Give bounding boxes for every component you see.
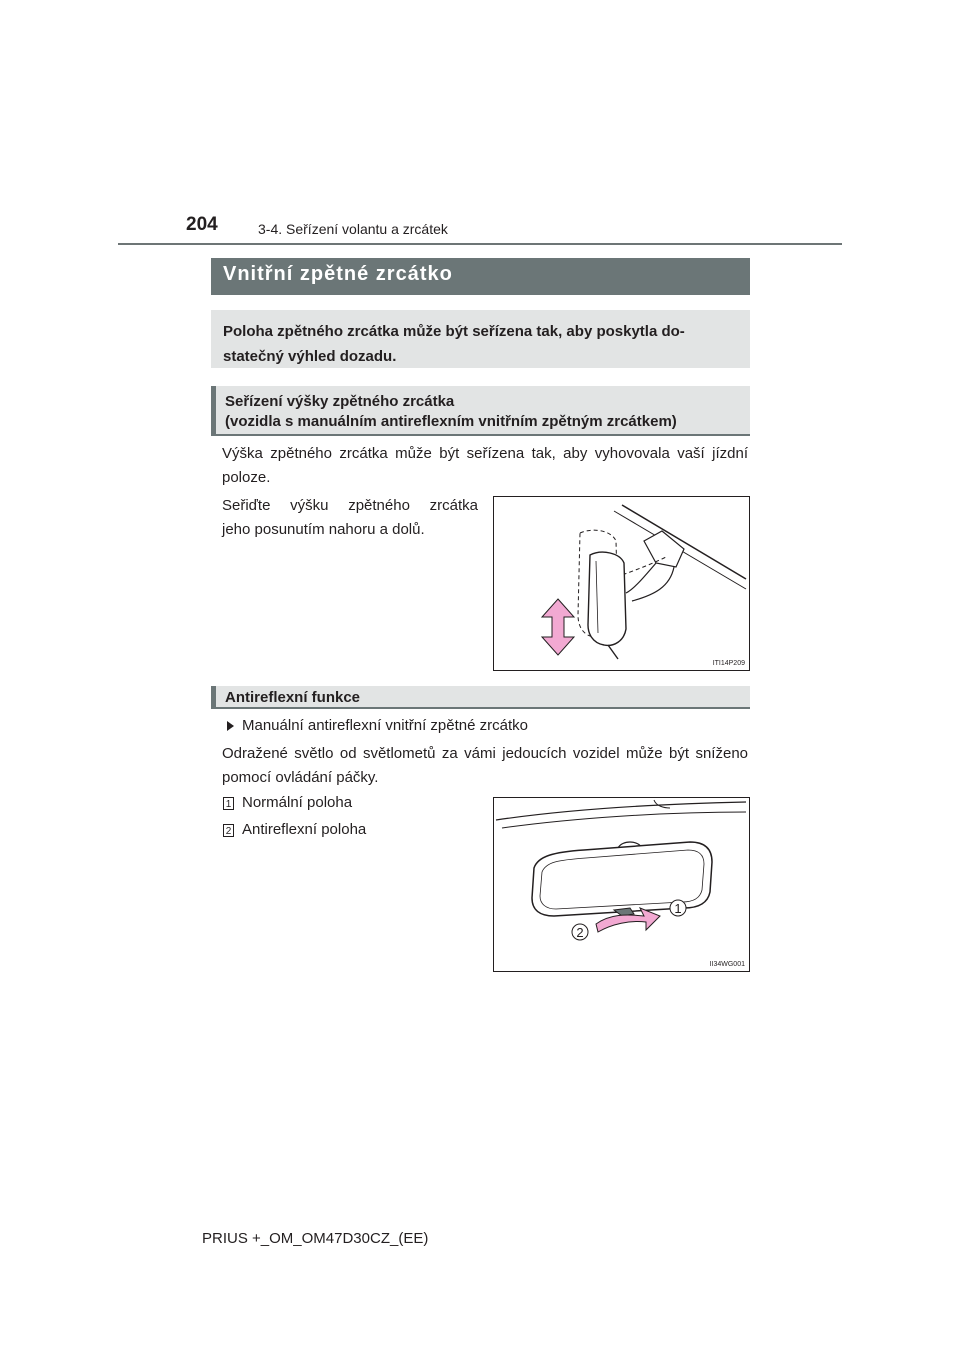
antireflex-bullet: Manuální antireflexní vnitřní zpětné zrcátko — [242, 717, 528, 734]
figure-code: II34WG001 — [709, 961, 745, 968]
section-path: 3-4. Seřízení volantu a zrcátek — [258, 221, 448, 237]
instruction-line-2: jeho posunutím nahoru a dolů. — [222, 521, 425, 538]
instruction-line-1: Seřiďte výšku zpětného zrcátka — [222, 497, 478, 514]
height-adjust-instruction — [222, 494, 478, 542]
antireflex-mirror-illustration — [494, 798, 749, 971]
intro-box — [211, 310, 750, 368]
header-rule — [118, 243, 842, 245]
section-heading-line-2: (vozidla s manuálním antireflexním vnitřním zpětným zrcátkem) — [225, 413, 677, 430]
intro-line-2: statečný výhled dozadu. — [223, 348, 397, 365]
section-heading-height-adjust — [211, 386, 750, 436]
intro-line-1: Poloha zpětného zrcátka může být seřízena tak, aby poskytla do- — [223, 323, 685, 340]
section-heading-antireflex — [211, 686, 750, 709]
item-number-2: 2 — [223, 824, 234, 837]
item-label-2: Antireflexní poloha — [242, 821, 367, 838]
bullet-triangle-icon — [227, 721, 234, 731]
item-label-1: Normální poloha — [242, 794, 353, 811]
footer-doc-code: PRIUS +_OM_OM47D30CZ_(EE) — [202, 1230, 429, 1247]
section-heading-line-1: Seřízení výšky zpětného zrcátka — [225, 393, 455, 410]
section-heading-text: Antireflexní funkce — [225, 689, 361, 706]
height-adjust-paragraph: Výška zpětného zrcátka může být seřízena tak, aby vyhovovala vaší jízdní poloze. — [222, 445, 748, 486]
page-title: Vnitřní zpětné zrcátko — [211, 258, 750, 295]
antireflex-paragraph: Odražené světlo od světlometů za vámi jedoucích vozidel může být sníženo pomocí ovládání páčky. — [222, 745, 748, 786]
mirror-height-illustration — [494, 497, 749, 670]
callout-1: 1 — [674, 901, 682, 916]
figure-code: ITI14P209 — [712, 660, 745, 667]
callout-2: 2 — [576, 925, 584, 940]
mirror-height-figure — [493, 496, 750, 671]
item-number-1: 1 — [223, 797, 234, 810]
antireflex-figure — [493, 797, 750, 972]
page-number: 204 — [186, 214, 218, 235]
